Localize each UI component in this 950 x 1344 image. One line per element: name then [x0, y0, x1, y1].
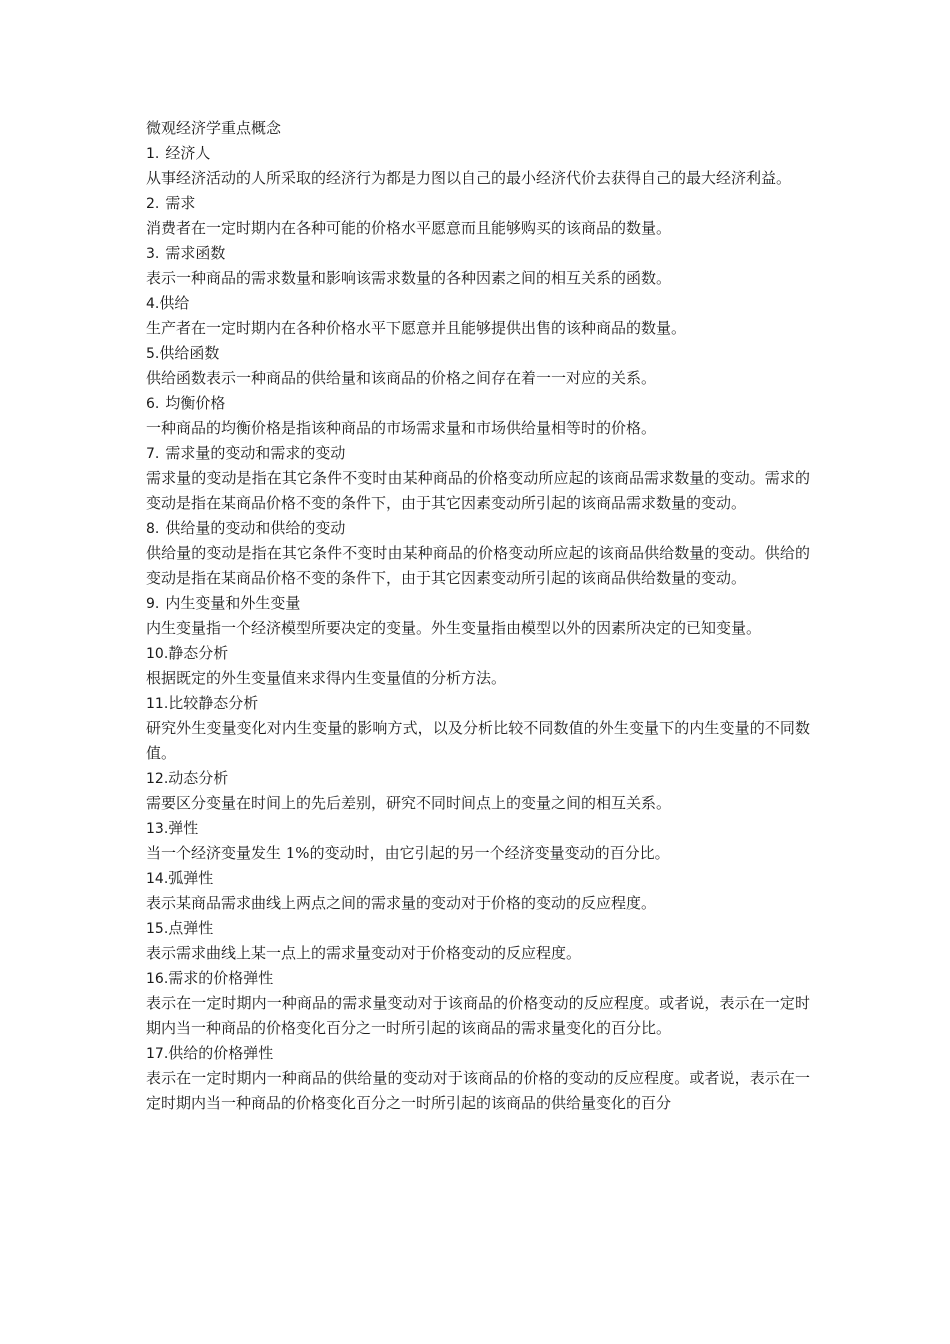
concept-term — [146, 391, 810, 416]
concept-label: 点弹性 — [168, 919, 214, 937]
concept-definition: 一种商品的均衡价格是指该种商品的市场需求量和市场供给量相等时的价格。 — [146, 419, 657, 437]
document-page — [146, 116, 810, 1116]
concept-definition: 当一个经济变量发生 1%的变动时，由它引起的另一个经济变量变动的百分比。 — [146, 844, 670, 862]
concept-term — [146, 1041, 810, 1066]
concept-term — [146, 816, 810, 841]
concept-label: 弹性 — [168, 819, 199, 837]
concept-definition: 表示某商品需求曲线上两点之间的需求量的变动对于价格的变动的反应程度。 — [146, 894, 657, 912]
concept-number: 3. — [146, 246, 160, 262]
concept-number: 15. — [146, 921, 169, 937]
concept-number: 17. — [146, 1046, 169, 1062]
concept-definition: 研究外生变量变化对内生变量的影响方式，以及分析比较不同数值的外生变量下的内生变量的不同数值。 — [146, 719, 810, 762]
concept-number: 8. — [146, 521, 160, 537]
concept-number: 1. — [146, 146, 160, 162]
concept-number: 6. — [146, 396, 160, 412]
concept-definition: 表示一种商品的需求数量和影响该需求数量的各种因素之间的相互关系的函数。 — [146, 269, 672, 287]
concept-label: 内生变量和外生变量 — [165, 594, 301, 612]
concept-definition: 根据既定的外生变量值来求得内生变量值的分析方法。 — [146, 669, 507, 687]
concept-definition: 消费者在一定时期内在各种可能的价格水平愿意而且能够购买的该商品的数量。 — [146, 219, 672, 237]
concept-label: 供给的价格弹性 — [168, 1044, 274, 1062]
concept-list — [146, 141, 810, 1116]
concept-definition: 需求量的变动是指在其它条件不变时由某种商品的价格变动所应起的该商品需求数量的变动。需求的变动是指在某商品价格不变的条件下，由于其它因素变动所引起的该商品需求数量的变动。 — [146, 469, 810, 512]
concept-label: 静态分析 — [168, 644, 229, 662]
concept-term — [146, 191, 810, 216]
concept-term — [146, 966, 810, 991]
concept-number: 9. — [146, 596, 160, 612]
concept-number: 5. — [146, 346, 160, 362]
concept-definition: 供给函数表示一种商品的供给量和该商品的价格之间存在着一一对应的关系。 — [146, 369, 657, 387]
concept-label: 需求量的变动和需求的变动 — [165, 444, 346, 462]
concept-label: 供给 — [159, 294, 190, 312]
concept-label: 经济人 — [165, 144, 211, 162]
concept-definition: 供给量的变动是指在其它条件不变时由某种商品的价格变动所应起的该商品供给数量的变动。供给的变动是指在某商品价格不变的条件下，由于其它因素变动所引起的该商品供给数量的变动。 — [146, 544, 810, 587]
concept-term — [146, 141, 810, 166]
concept-label: 需求的价格弹性 — [168, 969, 274, 987]
concept-label: 需求函数 — [165, 244, 226, 262]
page-title: 微观经济学重点概念 — [146, 119, 282, 137]
concept-number: 10. — [146, 646, 169, 662]
concept-label: 动态分析 — [168, 769, 229, 787]
concept-number: 2. — [146, 196, 160, 212]
concept-definition: 从事经济活动的人所采取的经济行为都是力图以自己的最小经济代价去获得自己的最大经济利益。 — [146, 169, 792, 187]
concept-number: 13. — [146, 821, 169, 837]
concept-label: 需求 — [165, 194, 196, 212]
concept-label: 比较静态分析 — [168, 694, 259, 712]
concept-number: 14. — [146, 871, 169, 887]
concept-label: 弧弹性 — [168, 869, 214, 887]
concept-definition: 生产者在一定时期内在各种价格水平下愿意并且能够提供出售的该种商品的数量。 — [146, 319, 687, 337]
concept-term — [146, 516, 810, 541]
concept-term — [146, 441, 810, 466]
concept-definition: 表示在一定时期内一种商品的供给量的变动对于该商品的价格的变动的反应程度。或者说，表示在一定时期内当一种商品的价格变化百分之一时所引起的该商品的供给量变化的百分 — [146, 1069, 810, 1112]
concept-definition: 表示需求曲线上某一点上的需求量变动对于价格变动的反应程度。 — [146, 944, 582, 962]
concept-term — [146, 866, 810, 891]
concept-term — [146, 241, 810, 266]
concept-number: 12. — [146, 771, 169, 787]
concept-definition: 内生变量指一个经济模型所要决定的变量。外生变量指由模型以外的因素所决定的已知变量。 — [146, 619, 762, 637]
concept-term — [146, 291, 810, 316]
concept-term — [146, 691, 810, 716]
concept-definition: 需要区分变量在时间上的先后差别，研究不同时间点上的变量之间的相互关系。 — [146, 794, 672, 812]
concept-label: 供给量的变动和供给的变动 — [165, 519, 346, 537]
concept-term — [146, 641, 810, 666]
concept-term — [146, 591, 810, 616]
concept-number: 4. — [146, 296, 160, 312]
concept-label: 供给函数 — [159, 344, 220, 362]
concept-term — [146, 341, 810, 366]
concept-label: 均衡价格 — [165, 394, 226, 412]
concept-term — [146, 916, 810, 941]
concept-number: 11. — [146, 696, 169, 712]
concept-term — [146, 766, 810, 791]
concept-number: 7. — [146, 446, 160, 462]
concept-definition: 表示在一定时期内一种商品的需求量变动对于该商品的价格变动的反应程度。或者说，表示在一定时期内当一种商品的价格变化百分之一时所引起的该商品的需求量变化的百分比。 — [146, 994, 810, 1037]
concept-number: 16. — [146, 971, 169, 987]
